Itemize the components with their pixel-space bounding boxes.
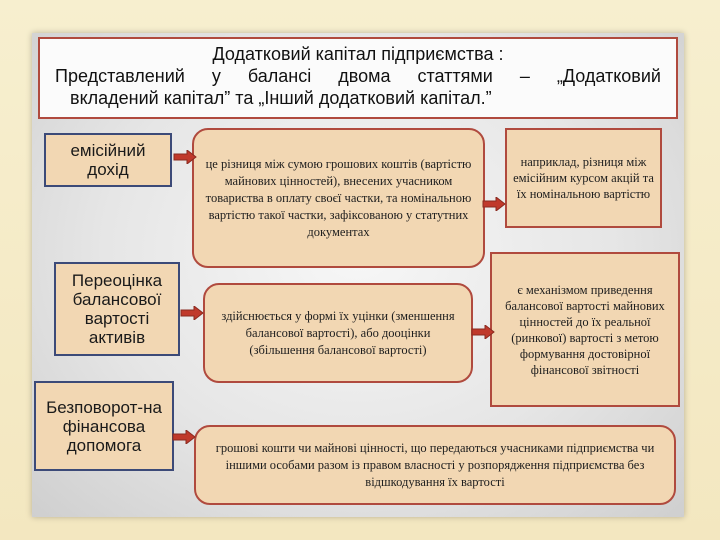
- header-word: Представлений: [55, 66, 185, 86]
- header-box: [38, 37, 678, 119]
- header-word: –: [519, 66, 530, 86]
- revaluation-box: [54, 262, 180, 356]
- emission-income-label: емісійний дохід: [70, 141, 146, 179]
- header-word: балансі: [247, 66, 312, 86]
- header-word: у: [211, 66, 221, 86]
- revaluation-description: здійснюється у формі їх уцінки (зменшення балансової вартості), або дооцінки (збільшення балансової вартості): [203, 283, 473, 383]
- header-line-2: вкладений капітал” та „Інший додатковий капітал.”: [70, 88, 492, 108]
- header-word: двома: [338, 66, 391, 86]
- arrow-right-icon: [471, 325, 495, 339]
- arrow-right-icon: [172, 430, 196, 444]
- revaluation-label: Переоцінка балансової вартості активів: [71, 271, 163, 347]
- revaluation-purpose-box: є механізмом приведення балансової вартості майнових цінностей до їх реальної (ринкової) вартості з метою формування достовірної фінансової звітності: [490, 252, 680, 407]
- emission-income-description: це різниця між сумою грошових коштів (вартістю майнових цінностей), внесених учасником товариства в оплату своєї частки, та номінальною вартістю такої частки, зафіксованою у статутних документах: [192, 128, 485, 268]
- header-word: статтями: [417, 66, 493, 86]
- financial-assistance-description: грошові кошти чи майнові цінності, що передаються учасниками підприємства чи іншими особами разом із правом власності у розпорядження підприємства без відшкодування їх вартості: [194, 425, 676, 505]
- emission-example-box: наприклад, різниця між емісійним курсом акцій та їх номінальною вартістю: [505, 128, 662, 228]
- financial-assistance-label: Безповорот-на фінансова допомога: [46, 397, 162, 455]
- arrow-right-icon: [482, 197, 506, 211]
- header-line-1: [55, 66, 661, 87]
- arrow-right-icon: [180, 306, 204, 320]
- header-word: „Додатковий: [556, 66, 661, 86]
- financial-assistance-box: [34, 381, 174, 471]
- arrow-right-icon: [173, 150, 197, 164]
- emission-income-box: [44, 133, 172, 187]
- page-title: Додатковий капітал підприємства :: [212, 44, 504, 64]
